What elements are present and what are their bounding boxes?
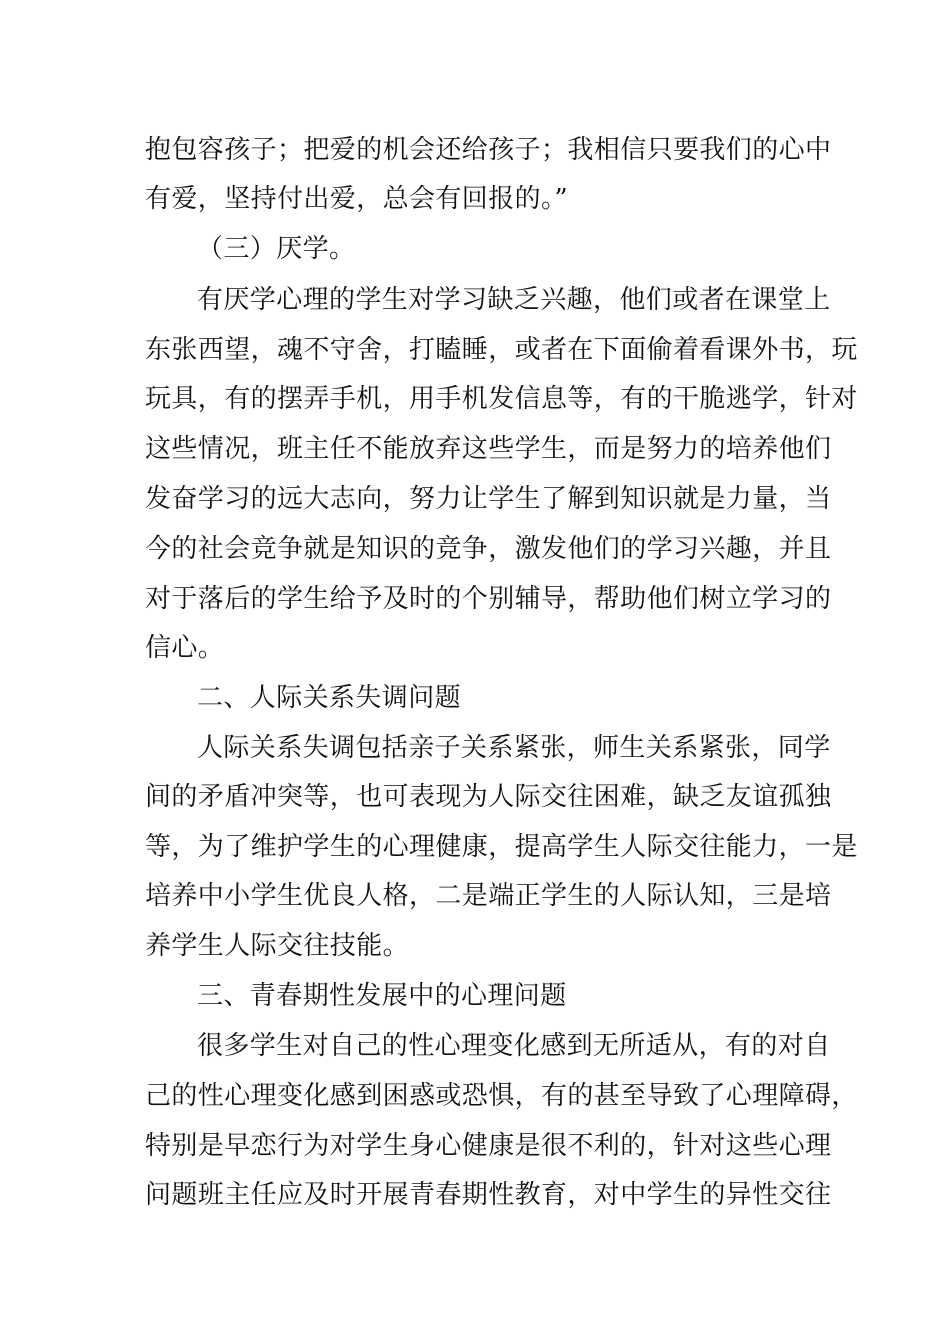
text-line: 今的社会竞争就是知识的竞争，激发他们的学习兴趣，并且 <box>145 534 832 564</box>
text-line: 养学生人际交往技能。 <box>145 931 410 961</box>
text-line: 己的性心理变化感到困惑或恐惧，有的甚至导致了心理障碍， <box>145 1081 858 1111</box>
paragraph-start: 有厌学心理的学生对学习缺乏兴趣，他们或者在课堂上 <box>197 285 831 315</box>
text-line: 发奋学习的远大志向，努力让学生了解到知识就是力量，当 <box>145 484 832 514</box>
text-line: 有爱，坚持付出爱，总会有回报的。” <box>145 184 569 214</box>
text-line: 等，为了维护学生的心理健康，提高学生人际交往能力，一是 <box>145 832 858 862</box>
text-line: 抱包容孩子；把爱的机会还给孩子；我相信只要我们的心中 <box>145 135 832 165</box>
text-line: 对于落后的学生给予及时的个别辅导，帮助他们树立学习的 <box>145 584 832 614</box>
text-line: 间的矛盾冲突等，也可表现为人际交往困难，缺乏友谊孤独 <box>145 782 832 812</box>
text-line: 特别是早恋行为对学生身心健康是很不利的，针对这些心理 <box>145 1131 832 1161</box>
text-line: 问题班主任应及时开展青春期性教育，对中学生的异性交往 <box>145 1180 832 1210</box>
section-heading: 三、青春期性发展中的心理问题 <box>197 981 567 1011</box>
text-line: 培养中小学生优良人格，二是端正学生的人际认知，三是培 <box>145 881 832 911</box>
paragraph-start: 很多学生对自己的性心理变化感到无所适从，有的对自 <box>197 1031 831 1061</box>
text-line: 这些情况，班主任不能放弃这些学生，而是努力的培养他们 <box>145 434 832 464</box>
text-line: 信心。 <box>145 633 225 663</box>
text-line: 玩具，有的摆弄手机，用手机发信息等，有的干脆逃学，针对 <box>145 384 858 414</box>
paragraph-start: 人际关系失调包括亲子关系紧张，师生关系紧张，同学 <box>197 733 831 763</box>
text-line: 东张西望，魂不守舍，打瞌睡，或者在下面偷着看课外书，玩 <box>145 335 858 365</box>
subheading: （三）厌学。 <box>197 234 356 264</box>
section-heading: 二、人际关系失调问题 <box>197 683 462 713</box>
